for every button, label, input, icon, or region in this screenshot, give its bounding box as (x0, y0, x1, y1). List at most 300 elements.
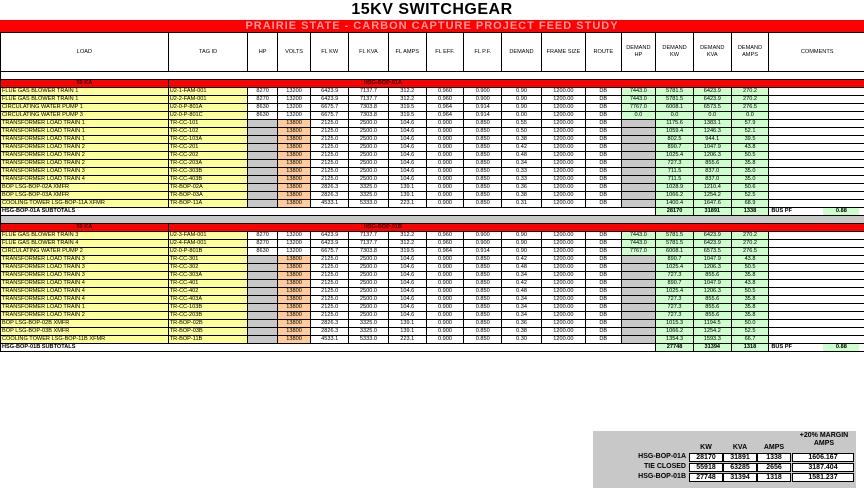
cell-frame-size: 1200.00 (541, 288, 585, 296)
load-row (1, 312, 864, 320)
cell-hp (248, 272, 277, 280)
cell-fl-p-f: 0.850 (464, 160, 502, 168)
cell-demand-kva: 944.1 (693, 136, 731, 144)
cell-fl-kw: 6675.7 (311, 112, 349, 120)
cell-fl-kva: 2500.0 (349, 296, 389, 304)
cell-demand-kva: 6423.9 (693, 88, 731, 96)
cell-route: DB (585, 256, 621, 264)
cell-fl-amps: 104.6 (388, 128, 426, 136)
cell-demand-kw: 1025.4 (656, 264, 694, 272)
cell-fl-eff: 0.900 (426, 336, 464, 344)
summary-header-kva: KVA (732, 444, 748, 451)
cell-hp: 8270 (248, 232, 277, 240)
cell-load: TRANSFORMER LOAD TRAIN 1 (1, 136, 169, 144)
cell-demand: 0.55 (502, 120, 542, 128)
cell-fl-kw: 2125.0 (311, 168, 349, 176)
cell-fl-eff: 0.900 (426, 304, 464, 312)
sheet-title: 15KV SWITCHGEAR (351, 1, 513, 18)
cell-hp: 8270 (248, 88, 277, 96)
cell-tag-id: TR-BOP-02B (168, 320, 248, 328)
cell-hp (248, 160, 277, 168)
cell-demand-kva: 837.0 (693, 168, 731, 176)
column-header: DEMAND HP (621, 33, 656, 72)
cell-load: CIRCULATING WATER PUMP 2 (1, 248, 169, 256)
cell-demand-amps: 35.0 (731, 176, 769, 184)
cell-route: DB (585, 144, 621, 152)
cell-fl-eff: 0.900 (426, 176, 464, 184)
cell-demand-hp: 7443.0 (621, 88, 656, 96)
cell-tag-id: TR-BOP-03A (168, 192, 248, 200)
cell-fl-kva: 2500.0 (349, 312, 389, 320)
cell-demand: 0.34 (502, 312, 542, 320)
cell-tag-id: TR-BOP-02A (168, 184, 248, 192)
cell-demand-kva: 0.0 (693, 112, 731, 120)
load-row (1, 248, 864, 256)
cell-route: DB (585, 336, 621, 344)
summary-amps: 2656 (757, 463, 791, 472)
sheet-subtitle: PRAIRIE STATE - CARBON CAPTURE PROJECT FEED STUDY (0, 20, 864, 32)
cell-demand-amps: 50.5 (731, 288, 769, 296)
cell-load: TRANSFORMER LOAD TRAIN 2 (1, 144, 169, 152)
cell-fl-kva: 7137.7 (349, 232, 389, 240)
cell-volts: 13800 (277, 200, 311, 208)
summary-panel (593, 431, 856, 488)
cell-demand-kva: 855.6 (693, 312, 731, 320)
cell-fl-eff: 0.900 (426, 200, 464, 208)
cell-load: FLUE GAS BLOWER TRAIN 4 (1, 240, 169, 248)
cell-tag-id: TR-CC-202 (168, 152, 248, 160)
cell-demand-kva: 6423.9 (693, 96, 731, 104)
cell-fl-p-f: 0.900 (464, 240, 502, 248)
cell-comments (769, 320, 864, 328)
cell-demand-kva: 1210.4 (693, 184, 731, 192)
cell-demand: 0.30 (502, 336, 542, 344)
cell-fl-kva: 2500.0 (349, 144, 389, 152)
cell-load: CIRCULATING WATER PUMP 3 (1, 112, 169, 120)
bus-pf-cell (769, 208, 864, 216)
cell-fl-p-f: 0.850 (464, 200, 502, 208)
cell-frame-size: 1200.00 (541, 336, 585, 344)
cell-volts: 13800 (277, 184, 311, 192)
cell-tag-id: U2-0-P-801C (168, 112, 248, 120)
load-row (1, 120, 864, 128)
cell-demand-kva: 855.6 (693, 272, 731, 280)
cell-fl-amps: 319.5 (388, 104, 426, 112)
cell-demand-kw: 890.7 (656, 256, 694, 264)
cell-load: BOP LSG-BOP-03A XMFR (1, 192, 169, 200)
column-header: TAG ID (168, 33, 248, 72)
cell-fl-kw: 2125.0 (311, 304, 349, 312)
cell-route: DB (585, 104, 621, 112)
cell-volts: 13200 (277, 88, 311, 96)
cell-route: DB (585, 328, 621, 336)
cell-fl-kw: 2125.0 (311, 152, 349, 160)
cell-fl-kva: 3325.0 (349, 192, 389, 200)
cell-tag-id: TR-CC-101 (168, 120, 248, 128)
cell-demand: 0.48 (502, 152, 542, 160)
cell-load: TRANSFORMER LOAD TRAIN 2 (1, 312, 169, 320)
cell-fl-amps: 139.1 (388, 320, 426, 328)
cell-fl-p-f: 0.850 (464, 288, 502, 296)
load-row (1, 136, 864, 144)
cell-fl-p-f: 0.850 (464, 264, 502, 272)
cell-fl-kva: 2500.0 (349, 264, 389, 272)
cell-demand: 0.42 (502, 144, 542, 152)
cell-fl-amps: 104.6 (388, 304, 426, 312)
cell-demand: 0.90 (502, 232, 542, 240)
cell-fl-amps: 104.6 (388, 312, 426, 320)
cell-fl-kw: 2125.0 (311, 160, 349, 168)
cell-demand: 0.42 (502, 280, 542, 288)
cell-route: DB (585, 296, 621, 304)
cell-fl-amps: 104.6 (388, 160, 426, 168)
cell-fl-eff: 0.900 (426, 320, 464, 328)
cell-demand: 0.33 (502, 176, 542, 184)
cell-route: DB (585, 280, 621, 288)
cell-fl-p-f: 0.850 (464, 136, 502, 144)
cell-demand-kw: 0.0 (656, 112, 694, 120)
cell-fl-kva: 3325.0 (349, 328, 389, 336)
cell-volts: 13800 (277, 152, 311, 160)
cell-route: DB (585, 320, 621, 328)
cell-demand-hp (621, 152, 656, 160)
subtotal-label: HSG-BOP-01A SUBTOTALS (1, 208, 656, 216)
cell-route: DB (585, 304, 621, 312)
cell-comments (769, 128, 864, 136)
cell-demand-kva: 1206.3 (693, 288, 731, 296)
cell-fl-kw: 6675.7 (311, 248, 349, 256)
cell-hp (248, 304, 277, 312)
cell-fl-kva: 2500.0 (349, 160, 389, 168)
cell-load: TRANSFORMER LOAD TRAIN 3 (1, 272, 169, 280)
cell-demand-hp: 7443.0 (621, 240, 656, 248)
cell-demand-hp (621, 184, 656, 192)
cell-demand-hp (621, 120, 656, 128)
column-header: FL P.F. (464, 33, 502, 72)
cell-comments (769, 296, 864, 304)
subtotal-row (1, 208, 864, 216)
cell-hp: 8630 (248, 104, 277, 112)
cell-hp (248, 176, 277, 184)
cell-load: TRANSFORMER LOAD TRAIN 3 (1, 264, 169, 272)
cell-demand-kw: 1059.4 (656, 128, 694, 136)
cell-frame-size: 1200.00 (541, 128, 585, 136)
cell-comments (769, 328, 864, 336)
cell-demand-kw: 890.7 (656, 144, 694, 152)
cell-fl-kva: 7137.7 (349, 96, 389, 104)
cell-demand-amps: 35.0 (731, 168, 769, 176)
cell-demand-kw: 1354.3 (656, 336, 694, 344)
subtotal-amps: 1318 (731, 344, 769, 352)
cell-comments (769, 304, 864, 312)
cell-volts: 13200 (277, 240, 311, 248)
cell-hp (248, 264, 277, 272)
cell-fl-kva: 7137.7 (349, 240, 389, 248)
cell-comments (769, 104, 864, 112)
cell-hp (248, 120, 277, 128)
subtotal-kw: 28170 (656, 208, 694, 216)
cell-comments (769, 240, 864, 248)
cell-fl-p-f: 0.850 (464, 120, 502, 128)
cell-route: DB (585, 152, 621, 160)
cell-tag-id: TR-CC-103B (168, 304, 248, 312)
cell-tag-id: U2-0-P-801A (168, 104, 248, 112)
summary-header-amps: AMPS (763, 444, 785, 451)
cell-fl-kw: 6423.9 (311, 232, 349, 240)
cell-fl-p-f: 0.850 (464, 280, 502, 288)
cell-demand-kw: 5781.5 (656, 88, 694, 96)
cell-demand-kva: 1254.2 (693, 328, 731, 336)
bus-pf-value: 0.88 (823, 344, 859, 351)
cell-fl-kw: 2125.0 (311, 264, 349, 272)
cell-fl-eff: 0.960 (426, 96, 464, 104)
cell-fl-p-f: 0.900 (464, 232, 502, 240)
cell-tag-id: TR-BOP-03B (168, 328, 248, 336)
cell-fl-eff: 0.900 (426, 312, 464, 320)
cell-load: TRANSFORMER LOAD TRAIN 4 (1, 288, 169, 296)
cell-volts: 13800 (277, 304, 311, 312)
column-header: LOAD (1, 33, 169, 72)
cell-demand-kva: 6423.9 (693, 240, 731, 248)
cell-frame-size: 1200.00 (541, 272, 585, 280)
cell-demand-amps: 52.1 (731, 128, 769, 136)
cell-hp (248, 336, 277, 344)
cell-fl-kva: 2500.0 (349, 128, 389, 136)
cell-demand-amps: 57.9 (731, 120, 769, 128)
cell-demand-kw: 1015.3 (656, 320, 694, 328)
cell-frame-size: 1200.00 (541, 296, 585, 304)
summary-row-label: HSG-BOP-01B (638, 473, 686, 480)
cell-demand-hp (621, 168, 656, 176)
cell-frame-size: 1200.00 (541, 160, 585, 168)
cell-fl-p-f: 0.850 (464, 328, 502, 336)
load-row (1, 88, 864, 96)
section-rating: 50 KA (1, 224, 169, 232)
cell-comments (769, 272, 864, 280)
cell-demand-kw: 1028.9 (656, 184, 694, 192)
cell-fl-amps: 104.6 (388, 272, 426, 280)
column-header-row (1, 33, 864, 72)
cell-demand-kw: 1175.6 (656, 120, 694, 128)
cell-comments (769, 144, 864, 152)
cell-volts: 13200 (277, 112, 311, 120)
load-row (1, 160, 864, 168)
column-header: FL KVA (349, 33, 389, 72)
cell-fl-kw: 2125.0 (311, 280, 349, 288)
cell-fl-amps: 104.6 (388, 144, 426, 152)
cell-volts: 13800 (277, 312, 311, 320)
cell-demand-amps: 50.5 (731, 264, 769, 272)
cell-fl-eff: 0.960 (426, 240, 464, 248)
cell-fl-eff: 0.900 (426, 136, 464, 144)
cell-frame-size: 1200.00 (541, 248, 585, 256)
cell-fl-kva: 5333.0 (349, 200, 389, 208)
cell-hp (248, 312, 277, 320)
cell-demand-hp (621, 336, 656, 344)
cell-fl-eff: 0.900 (426, 168, 464, 176)
cell-fl-kva: 3325.0 (349, 184, 389, 192)
cell-frame-size: 1200.00 (541, 312, 585, 320)
cell-tag-id: U2-2-FAM-001 (168, 96, 248, 104)
cell-hp: 8630 (248, 248, 277, 256)
load-row (1, 184, 864, 192)
column-header: DEMAND AMPS (731, 33, 769, 72)
cell-fl-kva: 7137.7 (349, 88, 389, 96)
summary-kw: 28170 (689, 453, 723, 462)
cell-frame-size: 1200.00 (541, 264, 585, 272)
cell-demand-kw: 5781.5 (656, 240, 694, 248)
cell-demand-kw: 1400.4 (656, 200, 694, 208)
summary-kva: 31891 (723, 453, 757, 462)
cell-load: TRANSFORMER LOAD TRAIN 4 (1, 280, 169, 288)
cell-fl-eff: 0.900 (426, 256, 464, 264)
cell-route: DB (585, 176, 621, 184)
cell-demand-kw: 5781.5 (656, 96, 694, 104)
cell-fl-kva: 7303.8 (349, 112, 389, 120)
cell-demand-hp (621, 264, 656, 272)
section-bus-name: HSG-BOP-01B (168, 224, 864, 232)
cell-fl-amps: 312.2 (388, 96, 426, 104)
cell-fl-p-f: 0.850 (464, 168, 502, 176)
cell-frame-size: 1200.00 (541, 328, 585, 336)
subtotal-row (1, 344, 864, 352)
load-row (1, 304, 864, 312)
cell-fl-p-f: 0.850 (464, 144, 502, 152)
cell-fl-p-f: 0.850 (464, 304, 502, 312)
cell-demand-kva: 1206.3 (693, 264, 731, 272)
cell-fl-kva: 2500.0 (349, 272, 389, 280)
cell-fl-p-f: 0.914 (464, 104, 502, 112)
cell-demand-kva: 1246.3 (693, 128, 731, 136)
cell-demand: 0.34 (502, 296, 542, 304)
cell-demand-hp (621, 144, 656, 152)
bus-pf-label: BUS PF (771, 344, 792, 350)
cell-comments (769, 176, 864, 184)
cell-demand-kva: 1194.5 (693, 320, 731, 328)
section-divider (1, 216, 864, 224)
load-row (1, 192, 864, 200)
cell-fl-eff: 0.964 (426, 248, 464, 256)
column-header: DEMAND KW (656, 33, 694, 72)
cell-comments (769, 288, 864, 296)
cell-fl-kva: 7303.8 (349, 248, 389, 256)
cell-hp (248, 184, 277, 192)
cell-demand-hp (621, 192, 656, 200)
cell-comments (769, 184, 864, 192)
cell-demand-kva: 1047.9 (693, 280, 731, 288)
cell-volts: 13200 (277, 232, 311, 240)
cell-demand-kw: 711.5 (656, 176, 694, 184)
cell-demand: 0.90 (502, 248, 542, 256)
load-row (1, 336, 864, 344)
cell-demand-amps: 43.8 (731, 280, 769, 288)
cell-fl-eff: 0.900 (426, 192, 464, 200)
cell-comments (769, 312, 864, 320)
cell-demand-amps: 68.9 (731, 200, 769, 208)
cell-fl-kw: 2826.3 (311, 192, 349, 200)
cell-demand-kva: 1383.1 (693, 120, 731, 128)
cell-fl-eff: 0.900 (426, 288, 464, 296)
cell-volts: 13800 (277, 168, 311, 176)
cell-demand-amps: 276.5 (731, 248, 769, 256)
subtotal-label: HSG-BOP-01B SUBTOTALS (1, 344, 656, 352)
load-row (1, 200, 864, 208)
cell-volts: 13800 (277, 336, 311, 344)
cell-fl-amps: 104.6 (388, 288, 426, 296)
cell-tag-id: TR-CC-203B (168, 312, 248, 320)
cell-comments (769, 200, 864, 208)
summary-header-margin-amps: AMPS (813, 440, 835, 447)
cell-load: TRANSFORMER LOAD TRAIN 1 (1, 120, 169, 128)
cell-demand-kva: 1047.9 (693, 256, 731, 264)
cell-fl-eff: 0.900 (426, 120, 464, 128)
cell-comments (769, 168, 864, 176)
cell-fl-eff: 0.900 (426, 328, 464, 336)
cell-frame-size: 1200.00 (541, 232, 585, 240)
cell-fl-amps: 139.1 (388, 192, 426, 200)
cell-fl-kva: 5333.0 (349, 336, 389, 344)
cell-tag-id: TR-CC-403B (168, 176, 248, 184)
cell-demand-amps: 35.8 (731, 296, 769, 304)
cell-fl-amps: 139.1 (388, 184, 426, 192)
cell-fl-kva: 2500.0 (349, 280, 389, 288)
subtotal-kva: 31394 (693, 344, 731, 352)
cell-tag-id: TR-CC-302 (168, 264, 248, 272)
cell-route: DB (585, 272, 621, 280)
cell-demand-amps: 35.8 (731, 160, 769, 168)
summary-kva: 31394 (723, 473, 757, 482)
cell-frame-size: 1200.00 (541, 96, 585, 104)
cell-tag-id: TR-CC-301 (168, 256, 248, 264)
cell-fl-p-f: 0.850 (464, 176, 502, 184)
section-header-row (1, 80, 864, 88)
load-row (1, 296, 864, 304)
cell-hp (248, 192, 277, 200)
subtotal-kw: 27748 (656, 344, 694, 352)
cell-volts: 13800 (277, 288, 311, 296)
cell-route: DB (585, 192, 621, 200)
cell-demand-hp (621, 136, 656, 144)
cell-demand-kva: 1647.6 (693, 200, 731, 208)
cell-comments (769, 136, 864, 144)
cell-fl-p-f: 0.914 (464, 112, 502, 120)
cell-demand: 0.50 (502, 128, 542, 136)
cell-demand-amps: 66.7 (731, 336, 769, 344)
cell-volts: 13800 (277, 120, 311, 128)
cell-fl-amps: 223.1 (388, 336, 426, 344)
cell-comments (769, 120, 864, 128)
cell-demand-kva: 6573.5 (693, 104, 731, 112)
cell-frame-size: 1200.00 (541, 240, 585, 248)
cell-fl-amps: 104.6 (388, 256, 426, 264)
cell-fl-amps: 104.6 (388, 176, 426, 184)
cell-demand-kva: 1593.3 (693, 336, 731, 344)
cell-fl-amps: 104.6 (388, 280, 426, 288)
cell-load: TRANSFORMER LOAD TRAIN 4 (1, 176, 169, 184)
cell-comments (769, 152, 864, 160)
cell-hp: 8270 (248, 240, 277, 248)
load-row (1, 168, 864, 176)
load-row (1, 176, 864, 184)
cell-demand-kw: 727.3 (656, 304, 694, 312)
column-header: FL EFF. (426, 33, 464, 72)
cell-frame-size: 1200.00 (541, 112, 585, 120)
cell-tag-id: U2-1-FAM-001 (168, 88, 248, 96)
cell-demand: 0.36 (502, 184, 542, 192)
cell-tag-id: TR-CC-401 (168, 280, 248, 288)
cell-fl-kva: 2500.0 (349, 168, 389, 176)
cell-demand-kw: 711.5 (656, 168, 694, 176)
